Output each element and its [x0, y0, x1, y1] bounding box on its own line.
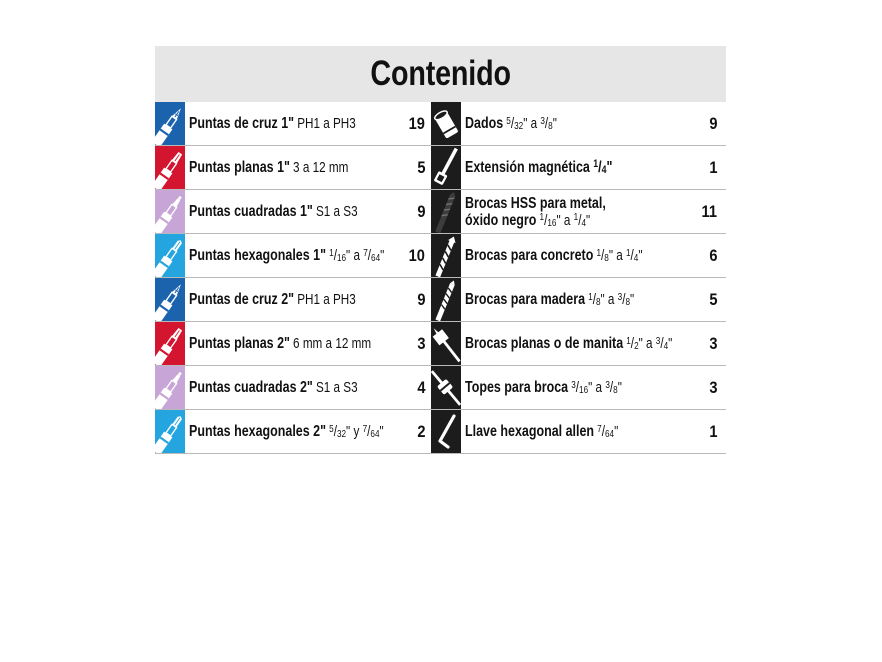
item-count-cell [687, 322, 726, 365]
item-description [189, 291, 356, 308]
item-text [461, 410, 687, 453]
flat-bit-icon [155, 322, 185, 365]
fraction-denominator: 4 [581, 216, 587, 229]
item-cell-left [155, 102, 431, 145]
item-count: 11 [701, 201, 717, 221]
item-cell-left [155, 366, 431, 409]
wood-drill-bit-icon [431, 278, 461, 321]
item-spec: S1 a S3 [315, 203, 358, 220]
table-row [155, 410, 726, 454]
item-label: Puntas hexagonales 1" [189, 247, 327, 264]
item-count-cell [687, 102, 726, 145]
fraction-numerator: 7 [597, 422, 602, 435]
item-text [185, 410, 395, 453]
item-count-cell [687, 410, 726, 453]
item-count-cell [395, 366, 431, 409]
item-spec: 6 mm a 12 mm [293, 335, 372, 352]
fraction-numerator: 5 [506, 114, 511, 127]
item-description [465, 423, 618, 440]
item-cell-left [155, 410, 431, 453]
item-spec: $^7/_{64}$" [597, 422, 619, 441]
fraction: $^7/_{64}$ [597, 422, 615, 441]
contents-table [155, 46, 726, 454]
item-count: 3 [708, 377, 717, 397]
fraction-numerator: 3 [540, 114, 545, 127]
item-count-cell [395, 190, 431, 233]
item-spec: $^5/_{32}$" a $^3/_8$" [506, 114, 557, 133]
item-label: Brocas planas o de manita [465, 335, 624, 352]
item-count: 9 [708, 113, 717, 133]
item-cell-left [155, 234, 431, 277]
hex-bit-icon [155, 234, 185, 277]
table-body [155, 102, 726, 454]
fraction-numerator: 1 [625, 246, 631, 259]
item-label: Puntas de cruz 1" [189, 115, 295, 132]
fraction: $^3/_8$ [540, 114, 553, 133]
item-cell-right [431, 234, 726, 277]
item-description [189, 247, 384, 264]
square-bit-icon [155, 190, 185, 233]
item-cell-right [431, 366, 726, 409]
item-spec: $^3/_{16}$" a $^3/_8$" [571, 378, 622, 397]
item-count: 2 [416, 421, 425, 441]
item-count-cell [687, 278, 726, 321]
item-description [465, 195, 606, 229]
item-count: 6 [708, 245, 717, 265]
fraction-denominator: 64 [370, 428, 380, 441]
item-text [185, 190, 395, 233]
fraction-denominator: 2 [634, 340, 639, 353]
fraction: $^3/_4$ [655, 334, 669, 353]
fraction: $^1/_4$ [625, 246, 639, 265]
fraction: $^3/_{16}$ [571, 378, 589, 397]
fraction-numerator: 7 [362, 422, 368, 435]
item-count-cell [687, 146, 726, 189]
fraction-numerator: 1 [539, 211, 545, 224]
item-label: Dados [465, 115, 504, 132]
item-description [465, 291, 634, 308]
fraction: $^1/_{16}$ [329, 246, 347, 265]
item-description [465, 335, 672, 352]
item-spec: $^5/_{32}$" y $^7/_{64}$" [329, 422, 384, 441]
table-row [155, 102, 726, 146]
item-label: Puntas cuadradas 1" [189, 203, 313, 220]
item-text [461, 146, 687, 189]
item-spec: S1 a S3 [315, 379, 358, 396]
table-row [155, 190, 726, 234]
item-spec: $^1/_8$" a $^1/_4$" [596, 246, 643, 265]
socket-icon [431, 102, 461, 145]
item-count: 4 [416, 377, 425, 397]
item-count: 3 [416, 333, 425, 353]
item-label: Llave hexagonal allen [465, 423, 595, 440]
fraction: $^7/_{64}$ [363, 246, 381, 265]
item-description [189, 159, 348, 176]
fraction-denominator: 16 [547, 216, 557, 229]
fraction-numerator: 1 [596, 246, 602, 259]
fraction-denominator: 8 [625, 296, 631, 309]
item-cell-left [155, 278, 431, 321]
fraction-denominator: 8 [548, 120, 553, 133]
fraction-numerator: 3 [655, 334, 661, 347]
item-label: Puntas hexagonales 2" [189, 423, 327, 440]
fraction: $^1/_8$ [588, 290, 601, 309]
fraction: $^1/_{16}$ [539, 211, 557, 229]
item-cell-right [431, 190, 726, 233]
item-description [465, 247, 643, 264]
item-description [465, 159, 612, 176]
fraction-denominator: 4 [663, 340, 669, 353]
fraction-denominator: 16 [579, 384, 589, 397]
allen-key-icon [431, 410, 461, 453]
item-count: 5 [416, 157, 425, 177]
flat-bit-icon [155, 146, 185, 189]
hex-bit-icon [155, 410, 185, 453]
page-title: Contenido [370, 54, 511, 93]
item-text [461, 190, 687, 233]
item-cell-left [155, 190, 431, 233]
item-label: Puntas planas 2" [189, 335, 290, 352]
table-row [155, 146, 726, 190]
fraction: $^1/_4$ [573, 211, 587, 229]
fraction-denominator: 32 [336, 428, 347, 441]
fraction-numerator: 5 [329, 422, 334, 435]
item-spec: PH1 a PH3 [297, 291, 356, 308]
table-header [155, 46, 726, 102]
item-count: 9 [416, 289, 425, 309]
item-description [189, 379, 358, 396]
item-description [189, 335, 371, 352]
item-count: 19 [408, 113, 425, 133]
item-text [185, 278, 395, 321]
item-spec: $^1/_{16}$" a $^7/_{64}$" [329, 246, 385, 265]
hss-drill-bit-icon [431, 190, 461, 233]
item-count: 1 [708, 421, 717, 441]
item-label: Topes para broca [465, 379, 569, 396]
item-label: Puntas de cruz 2" [189, 291, 295, 308]
fraction-numerator: 1 [573, 211, 579, 224]
item-count-cell [687, 366, 726, 409]
item-count-cell [395, 278, 431, 321]
fraction: $^3/_8$ [605, 378, 618, 397]
item-text [461, 102, 687, 145]
item-text [185, 366, 395, 409]
fraction-numerator: 3 [605, 378, 610, 391]
fraction-denominator: 8 [613, 384, 618, 397]
item-label: Brocas HSS para metal, óxido negro [465, 194, 606, 229]
fraction-numerator: 1 [626, 334, 631, 347]
fraction-denominator: 64 [604, 428, 615, 441]
item-text [461, 234, 687, 277]
phillips-bit-icon [155, 102, 185, 145]
item-count: 10 [408, 245, 425, 265]
fraction-denominator: 4 [633, 252, 639, 265]
item-cell-right [431, 102, 726, 145]
item-label: Puntas planas 1" [189, 159, 290, 176]
fraction-numerator: 1 [329, 246, 334, 259]
item-spec: $^1/_8$" a $^3/_8$" [588, 290, 635, 309]
item-spec: $^1/_{16}$" a $^1/_4$" [539, 211, 591, 229]
fraction-denominator: 16 [336, 252, 347, 265]
item-label: Brocas para concreto [465, 247, 594, 264]
phillips-bit-icon [155, 278, 185, 321]
fraction: $^5/_{32}$ [506, 114, 524, 133]
fraction-numerator: 3 [617, 290, 623, 303]
item-count-cell [687, 190, 726, 233]
item-label: Brocas para madera [465, 291, 586, 308]
item-count: 3 [708, 333, 717, 353]
item-text [185, 146, 395, 189]
item-count-cell [687, 234, 726, 277]
fraction-denominator: 4 [601, 164, 607, 177]
table-row [155, 278, 726, 322]
fraction-numerator: 3 [571, 378, 576, 391]
square-bit-icon [155, 366, 185, 409]
item-description [189, 115, 356, 132]
item-cell-right [431, 410, 726, 453]
fraction-denominator: 8 [595, 296, 601, 309]
item-count-cell [395, 102, 431, 145]
item-description [465, 379, 622, 396]
item-cell-right [431, 146, 726, 189]
spade-bit-icon [431, 322, 461, 365]
item-text [461, 322, 687, 365]
fraction: $^1/_4$ [593, 158, 607, 177]
item-spec: 3 a 12 mm [293, 159, 349, 176]
drill-stop-icon [431, 366, 461, 409]
item-count: 9 [416, 201, 425, 221]
item-count: 5 [708, 289, 717, 309]
item-text [185, 102, 395, 145]
item-spec: $^1/_2$" a $^3/_4$" [626, 334, 673, 353]
masonry-drill-bit-icon [431, 234, 461, 277]
table-row [155, 322, 726, 366]
magnetic-extension-icon [431, 146, 461, 189]
item-cell-left [155, 146, 431, 189]
item-description [465, 115, 557, 132]
fraction: $^1/_8$ [596, 246, 609, 265]
fraction-numerator: 1 [593, 158, 599, 171]
fraction-numerator: 7 [363, 246, 368, 259]
fraction-denominator: 8 [604, 252, 609, 265]
item-count-cell [395, 234, 431, 277]
item-spec: PH1 a PH3 [297, 115, 356, 132]
fraction-denominator: 32 [514, 120, 524, 133]
item-description [189, 203, 358, 220]
item-count-cell [395, 146, 431, 189]
fraction-numerator: 1 [588, 290, 593, 303]
item-count-cell [395, 410, 431, 453]
item-label: Puntas cuadradas 2" [189, 379, 313, 396]
item-text [185, 234, 395, 277]
item-label: Extensión magnética $^1/_4$" [465, 158, 613, 177]
item-text [461, 366, 687, 409]
fraction: $^5/_{32}$ [329, 422, 347, 441]
item-cell-right [431, 278, 726, 321]
table-row [155, 234, 726, 278]
fraction: $^3/_8$ [617, 290, 631, 309]
item-text [185, 322, 395, 365]
fraction-denominator: 64 [371, 252, 381, 265]
item-cell-left [155, 322, 431, 365]
item-count: 1 [708, 157, 717, 177]
item-cell-right [431, 322, 726, 365]
fraction: $^7/_{64}$ [362, 422, 380, 441]
item-text [461, 278, 687, 321]
fraction: $^1/_2$ [626, 334, 639, 353]
table-row [155, 366, 726, 410]
item-count-cell [395, 322, 431, 365]
item-description [189, 423, 384, 440]
